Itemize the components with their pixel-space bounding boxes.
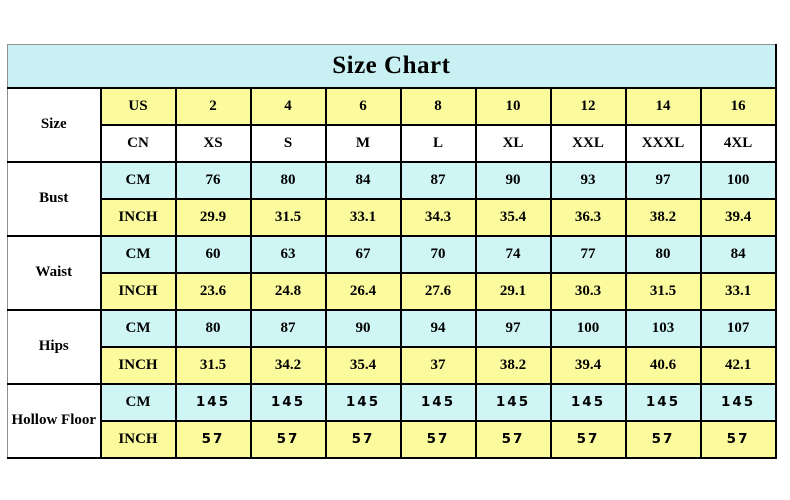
unit-label: INCH bbox=[101, 347, 176, 384]
measure-value-cell: 145 bbox=[476, 384, 551, 421]
measure-value-cell: 42.1 bbox=[701, 347, 776, 384]
unit-label: INCH bbox=[101, 421, 176, 458]
size-value-cell: L bbox=[401, 125, 476, 162]
measure-value-cell: 23.6 bbox=[176, 273, 251, 310]
size-value-cell: 14 bbox=[626, 88, 701, 125]
measure-value-cell: 60 bbox=[176, 236, 251, 273]
measure-value-cell: 31.5 bbox=[626, 273, 701, 310]
measure-value-cell: 27.6 bbox=[401, 273, 476, 310]
table-row bbox=[8, 310, 776, 347]
unit-label: CM bbox=[101, 162, 176, 199]
measure-value-cell: 90 bbox=[476, 162, 551, 199]
table-row bbox=[8, 125, 776, 162]
size-value-cell: 12 bbox=[551, 88, 626, 125]
measure-value-cell: 57 bbox=[551, 421, 626, 458]
measure-value-cell: 97 bbox=[476, 310, 551, 347]
measure-value-cell: 33.1 bbox=[701, 273, 776, 310]
measure-value-cell: 80 bbox=[176, 310, 251, 347]
measure-value-cell: 107 bbox=[701, 310, 776, 347]
measure-value-cell: 33.1 bbox=[326, 199, 401, 236]
measure-value-cell: 39.4 bbox=[551, 347, 626, 384]
table-row bbox=[8, 384, 776, 421]
measure-value-cell: 63 bbox=[251, 236, 326, 273]
size-value-cell: 4XL bbox=[701, 125, 776, 162]
measure-value-cell: 84 bbox=[701, 236, 776, 273]
size-value-cell: M bbox=[326, 125, 401, 162]
measure-value-cell: 39.4 bbox=[701, 199, 776, 236]
measure-value-cell: 31.5 bbox=[251, 199, 326, 236]
table-row bbox=[8, 421, 776, 458]
measure-value-cell: 30.3 bbox=[551, 273, 626, 310]
measure-value-cell: 24.8 bbox=[251, 273, 326, 310]
measure-value-cell: 103 bbox=[626, 310, 701, 347]
measure-value-cell: 37 bbox=[401, 347, 476, 384]
measure-value-cell: 67 bbox=[326, 236, 401, 273]
measure-value-cell: 57 bbox=[701, 421, 776, 458]
measure-value-cell: 34.2 bbox=[251, 347, 326, 384]
measure-value-cell: 57 bbox=[176, 421, 251, 458]
table-row bbox=[8, 273, 776, 310]
measure-value-cell: 80 bbox=[251, 162, 326, 199]
size-value-cell: XL bbox=[476, 125, 551, 162]
size-value-cell: XXXL bbox=[626, 125, 701, 162]
measure-value-cell: 80 bbox=[626, 236, 701, 273]
unit-label: US bbox=[101, 88, 176, 125]
measure-value-cell: 76 bbox=[176, 162, 251, 199]
table-row bbox=[8, 88, 776, 125]
table-title: Size Chart bbox=[8, 45, 776, 88]
unit-label: CM bbox=[101, 384, 176, 421]
unit-label: CM bbox=[101, 236, 176, 273]
measure-value-cell: 145 bbox=[326, 384, 401, 421]
measure-value-cell: 145 bbox=[251, 384, 326, 421]
unit-label: INCH bbox=[101, 199, 176, 236]
table-row bbox=[8, 162, 776, 199]
measure-value-cell: 145 bbox=[626, 384, 701, 421]
measure-value-cell: 87 bbox=[251, 310, 326, 347]
measure-value-cell: 57 bbox=[476, 421, 551, 458]
size-value-cell: 4 bbox=[251, 88, 326, 125]
size-value-cell: XXL bbox=[551, 125, 626, 162]
measure-value-cell: 57 bbox=[251, 421, 326, 458]
unit-label: CN bbox=[101, 125, 176, 162]
row-group-label-hips: Hips bbox=[8, 310, 101, 384]
measure-value-cell: 74 bbox=[476, 236, 551, 273]
measure-value-cell: 57 bbox=[401, 421, 476, 458]
size-value-cell: S bbox=[251, 125, 326, 162]
row-group-label-bust: Bust bbox=[8, 162, 101, 236]
measure-value-cell: 31.5 bbox=[176, 347, 251, 384]
size-value-cell: 10 bbox=[476, 88, 551, 125]
measure-value-cell: 70 bbox=[401, 236, 476, 273]
size-value-cell: 8 bbox=[401, 88, 476, 125]
row-group-label-size: Size bbox=[8, 88, 101, 162]
measure-value-cell: 38.2 bbox=[626, 199, 701, 236]
measure-value-cell: 77 bbox=[551, 236, 626, 273]
size-value-cell: 2 bbox=[176, 88, 251, 125]
table-title-row bbox=[8, 45, 776, 88]
table-row bbox=[8, 347, 776, 384]
size-chart-table bbox=[7, 44, 777, 459]
unit-label: CM bbox=[101, 310, 176, 347]
measure-value-cell: 36.3 bbox=[551, 199, 626, 236]
measure-value-cell: 94 bbox=[401, 310, 476, 347]
measure-value-cell: 145 bbox=[701, 384, 776, 421]
measure-value-cell: 93 bbox=[551, 162, 626, 199]
measure-value-cell: 26.4 bbox=[326, 273, 401, 310]
measure-value-cell: 35.4 bbox=[476, 199, 551, 236]
measure-value-cell: 145 bbox=[551, 384, 626, 421]
measure-value-cell: 97 bbox=[626, 162, 701, 199]
measure-value-cell: 40.6 bbox=[626, 347, 701, 384]
measure-value-cell: 100 bbox=[701, 162, 776, 199]
size-value-cell: XS bbox=[176, 125, 251, 162]
measure-value-cell: 57 bbox=[626, 421, 701, 458]
measure-value-cell: 35.4 bbox=[326, 347, 401, 384]
measure-value-cell: 84 bbox=[326, 162, 401, 199]
measure-value-cell: 90 bbox=[326, 310, 401, 347]
measure-value-cell: 145 bbox=[401, 384, 476, 421]
measure-value-cell: 100 bbox=[551, 310, 626, 347]
measure-value-cell: 38.2 bbox=[476, 347, 551, 384]
measure-value-cell: 57 bbox=[326, 421, 401, 458]
size-value-cell: 6 bbox=[326, 88, 401, 125]
table-row bbox=[8, 199, 776, 236]
table-row bbox=[8, 236, 776, 273]
unit-label: INCH bbox=[101, 273, 176, 310]
row-group-label-hollow-floor: Hollow Floor bbox=[8, 384, 101, 458]
measure-value-cell: 87 bbox=[401, 162, 476, 199]
size-value-cell: 16 bbox=[701, 88, 776, 125]
row-group-label-waist: Waist bbox=[8, 236, 101, 310]
measure-value-cell: 29.9 bbox=[176, 199, 251, 236]
measure-value-cell: 34.3 bbox=[401, 199, 476, 236]
measure-value-cell: 29.1 bbox=[476, 273, 551, 310]
measure-value-cell: 145 bbox=[176, 384, 251, 421]
